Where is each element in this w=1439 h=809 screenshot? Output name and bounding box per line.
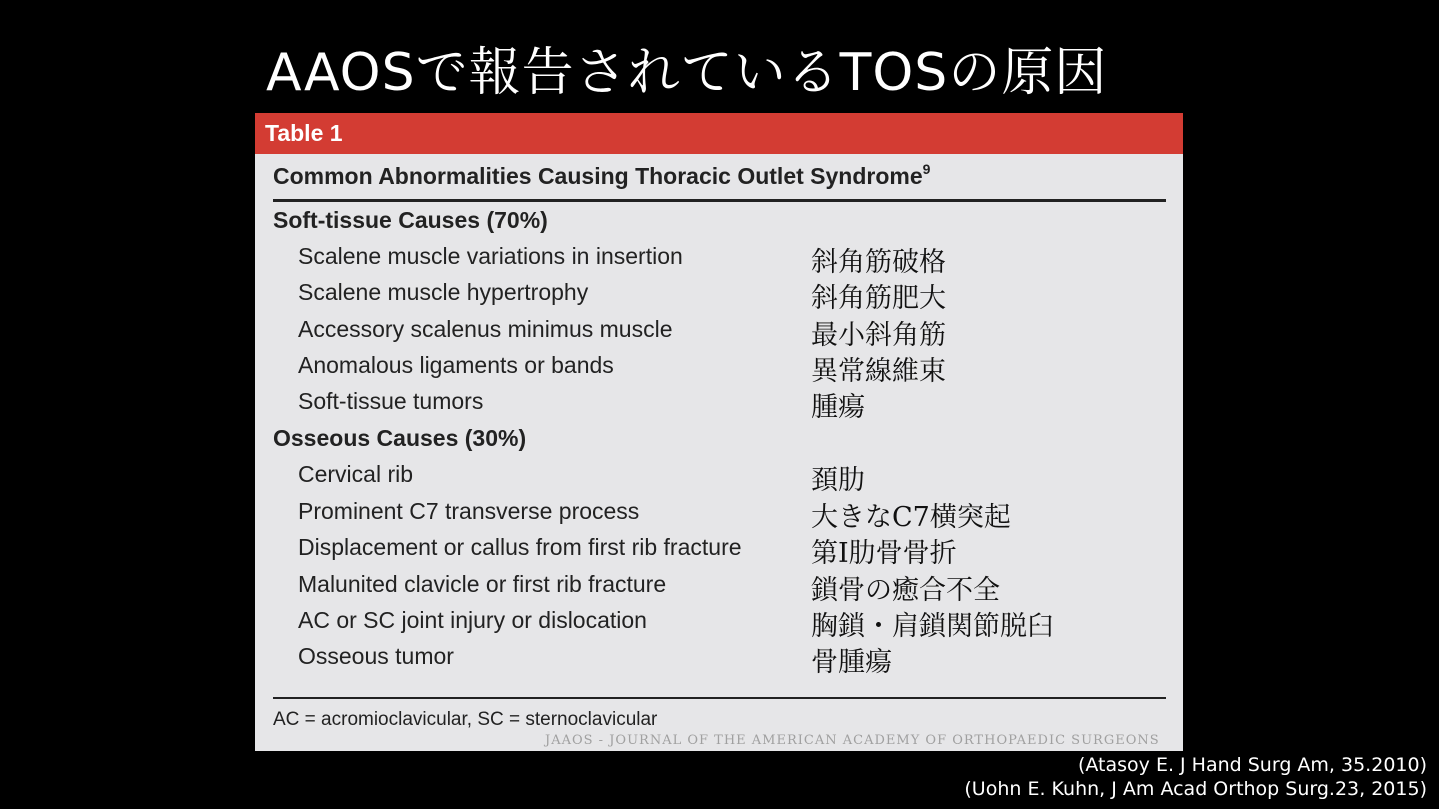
abnormalities-table <box>255 113 1183 751</box>
table-footnote: AC = acromioclavicular, SC = sternoclavicular <box>273 709 658 730</box>
table-row <box>255 534 1183 570</box>
cause-english: Scalene muscle hypertrophy <box>298 279 589 305</box>
cause-english: Accessory scalenus minimus muscle <box>298 316 673 342</box>
table-caption <box>273 161 930 190</box>
cause-english: Cervical rib <box>298 461 414 487</box>
cause-japanese: 異常線維束 <box>811 356 946 387</box>
cause-japanese: 腫瘍 <box>811 392 865 423</box>
cause-english: Malunited clavicle or first rib fracture <box>298 571 667 597</box>
cause-japanese: 最小斜角筋 <box>811 320 946 351</box>
cause-english: Displacement or callus from first rib fracture <box>298 534 742 560</box>
cause-english: AC or SC joint injury or dislocation <box>298 607 647 633</box>
cause-japanese: 第Ⅰ肋骨骨折 <box>811 538 957 569</box>
table-top-rule <box>273 199 1166 202</box>
table-row <box>255 461 1183 497</box>
table-row <box>255 352 1183 388</box>
section-heading-soft-tissue: Soft-tissue Causes (70%) <box>273 207 548 233</box>
citation-kuhn: (Uohn E. Kuhn, J Am Acad Orthop Surg.23, 2015) <box>964 778 1427 800</box>
cause-english: Anomalous ligaments or bands <box>298 352 614 378</box>
table-header: Table 1 <box>255 113 1183 154</box>
journal-watermark: JAAOS - JOURNAL OF THE AMERICAN ACADEMY OF ORTHOPAEDIC SURGEONS <box>545 733 1160 748</box>
cause-japanese: 斜角筋破格 <box>811 247 946 278</box>
cause-japanese: 胸鎖・肩鎖関節脱臼 <box>811 611 1054 642</box>
section-heading-osseous: Osseous Causes (30%) <box>273 425 527 451</box>
table-row <box>255 316 1183 352</box>
table-row <box>255 498 1183 534</box>
cause-english: Prominent C7 transverse process <box>298 498 640 524</box>
table-row <box>255 279 1183 315</box>
cause-japanese: 斜角筋肥大 <box>811 283 946 314</box>
table-row <box>255 643 1183 679</box>
slide-title: AAOSで報告されているTOSの原因 <box>266 43 1108 103</box>
cause-english: Scalene muscle variations in insertion <box>298 243 683 269</box>
citation-atasoy: (Atasoy E. J Hand Surg Am, 35.2010) <box>1077 754 1427 776</box>
cause-japanese: 鎖骨の癒合不全 <box>811 575 1000 606</box>
table-row <box>255 243 1183 279</box>
table-caption-text: Common Abnormalities Causing Thoracic Outlet Syndrome <box>273 163 923 189</box>
table-row <box>255 607 1183 643</box>
table-row <box>255 388 1183 424</box>
table-bottom-rule <box>273 697 1166 699</box>
cause-japanese: 骨腫瘍 <box>811 647 892 678</box>
cause-japanese: 頚肋 <box>811 465 865 496</box>
table-row <box>255 571 1183 607</box>
table-caption-reference: 9 <box>922 161 931 177</box>
cause-english: Osseous tumor <box>298 643 454 669</box>
cause-english: Soft-tissue tumors <box>298 388 484 414</box>
cause-japanese: 大きなC7横突起 <box>811 502 1011 533</box>
